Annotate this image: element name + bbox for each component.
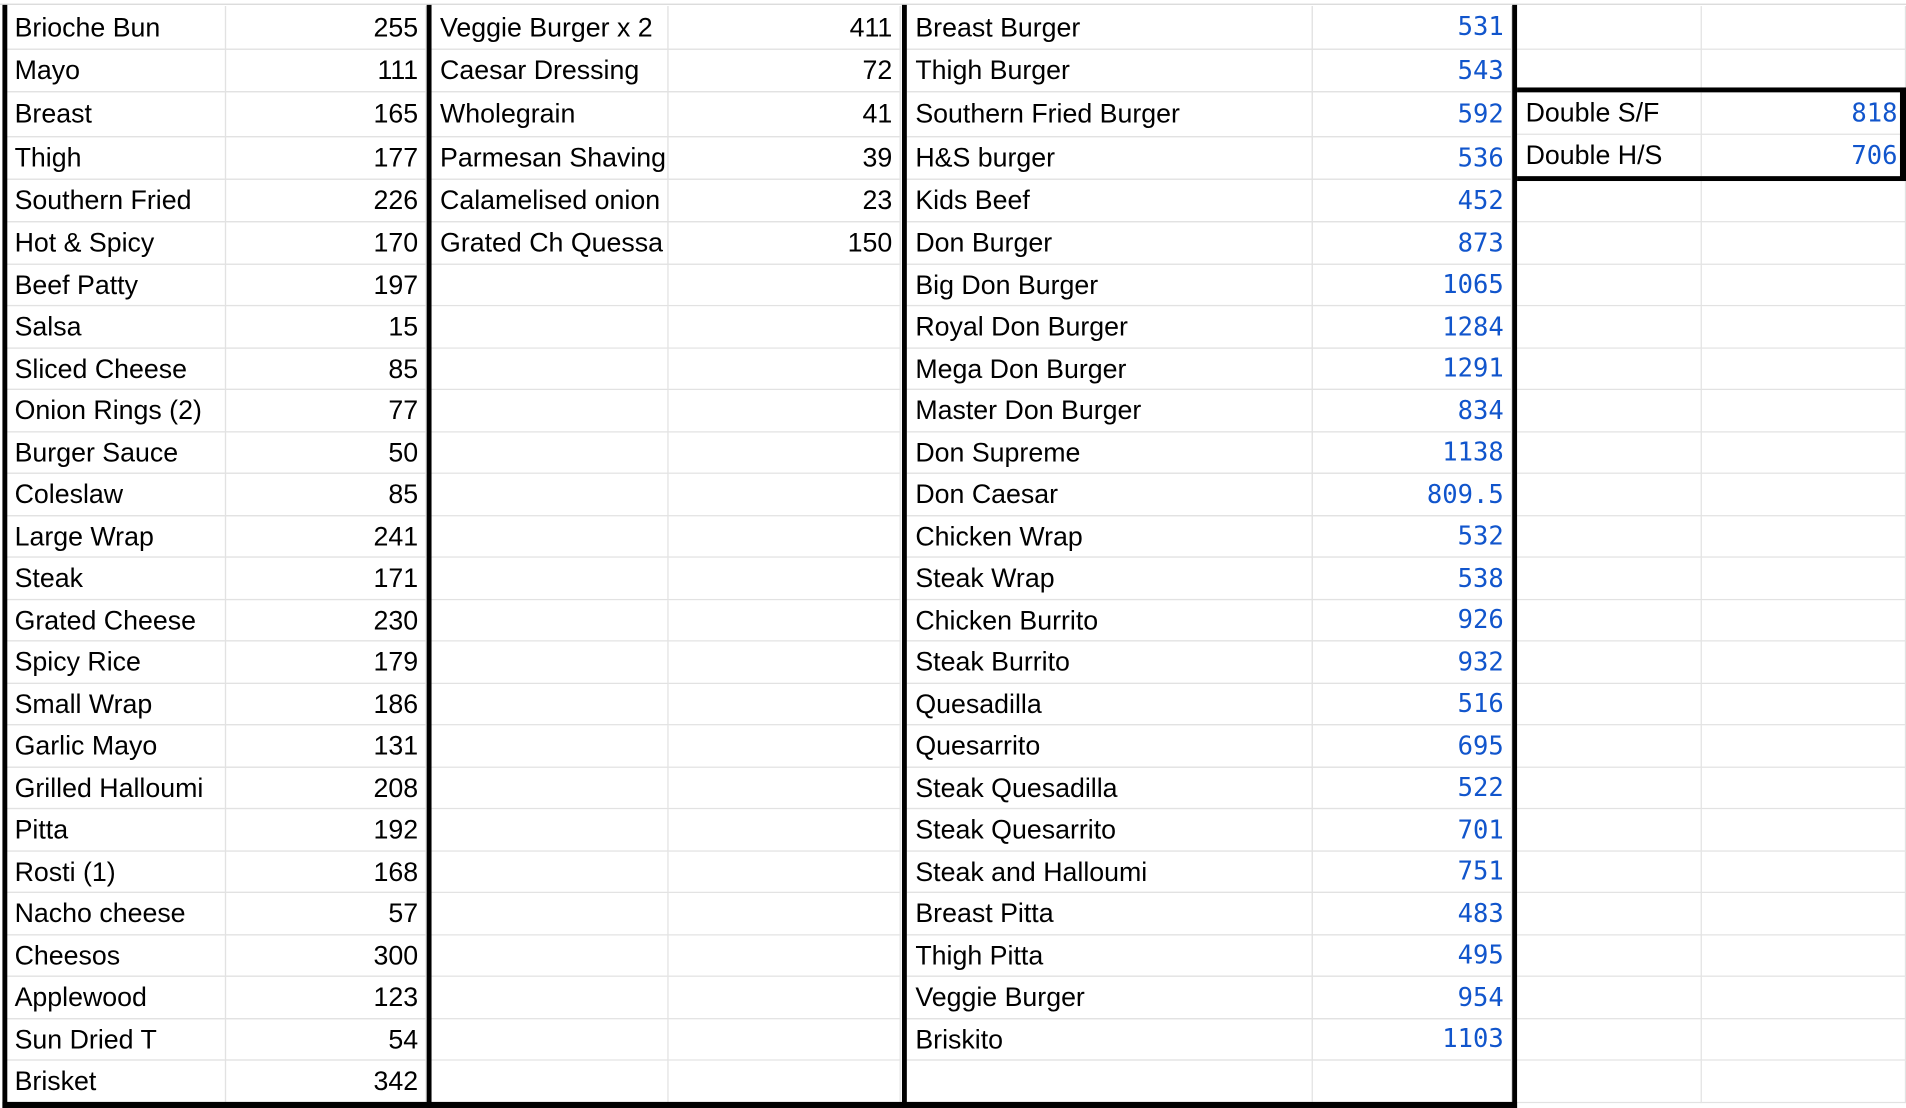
ingredient-name-cell[interactable]: Cheesos [6, 935, 226, 976]
sheet-cell[interactable] [1702, 1019, 1906, 1060]
product-name-cell[interactable]: Mega Don Burger [907, 349, 1313, 390]
sheet-cell[interactable] [669, 852, 901, 893]
product-name-cell[interactable]: Royal Don Burger [907, 306, 1313, 349]
product-name-cell[interactable]: Chicken Burrito [907, 600, 1313, 641]
product-name-cell[interactable]: Southern Fried Burger [907, 92, 1313, 137]
doubles-box-bottom [1517, 176, 1906, 181]
product-total-cell[interactable]: 516 [1313, 684, 1512, 725]
product-total-cell[interactable]: 926 [1313, 600, 1512, 641]
sheet-cell[interactable] [432, 1019, 669, 1060]
product-total-cell[interactable]: 483 [1313, 893, 1512, 936]
product-name-cell[interactable]: Thigh Pitta [907, 935, 1313, 976]
ingredient-value-cell[interactable]: 85 [226, 474, 427, 517]
ingredient-name-cell[interactable]: Thigh [6, 137, 226, 180]
ingredient-name-cell[interactable]: Spicy Rice [6, 641, 226, 684]
sheet-cell[interactable] [669, 977, 901, 1020]
border-divider [427, 5, 432, 1108]
ingredient-value-cell[interactable]: 41 [669, 92, 901, 137]
sheet-cell[interactable] [1517, 6, 1702, 50]
ingredient-value-cell[interactable]: 192 [226, 809, 427, 852]
sheet-cell[interactable] [432, 684, 669, 725]
border-divider [902, 5, 907, 1108]
header-grid-edge [0, 0, 1906, 5]
sheet-cell[interactable] [1702, 433, 1906, 474]
sheet-cell[interactable] [669, 935, 901, 976]
sheet-cell[interactable] [432, 768, 669, 809]
ingredient-value-cell[interactable]: 226 [226, 180, 427, 223]
ingredient-value-cell[interactable]: 170 [226, 222, 427, 265]
product-total-cell[interactable]: 1284 [1313, 306, 1512, 349]
sheet-cell[interactable] [669, 641, 901, 684]
sheet-cell[interactable] [1517, 684, 1702, 725]
ingredient-name-cell[interactable]: Breast [6, 92, 226, 137]
sheet-cell[interactable] [669, 306, 901, 349]
ingredient-value-cell[interactable]: 123 [226, 977, 427, 1020]
ingredient-name-cell[interactable]: Sun Dried T [6, 1019, 226, 1060]
ingredient-value-cell[interactable]: 255 [226, 6, 427, 50]
sheet-cell[interactable] [1517, 306, 1702, 349]
product-total-cell[interactable]: 452 [1313, 180, 1512, 223]
ingredient-name-cell[interactable]: Beef Patty [6, 265, 226, 306]
sheet-cell[interactable] [432, 349, 669, 390]
ingredient-value-cell[interactable]: 197 [226, 265, 427, 306]
sheet-cell[interactable] [1702, 852, 1906, 893]
double-total-cell[interactable]: 818 [1702, 92, 1906, 135]
sheet-cell[interactable] [1702, 222, 1906, 265]
sheet-cell[interactable] [1517, 935, 1702, 976]
sheet-cell[interactable] [1702, 474, 1906, 517]
product-total-cell[interactable]: 531 [1313, 6, 1512, 50]
sheet-cell[interactable] [1517, 390, 1702, 433]
ingredient-value-cell[interactable]: 39 [669, 137, 901, 180]
product-total-cell[interactable]: 834 [1313, 390, 1512, 433]
sheet-cell[interactable] [432, 433, 669, 474]
product-total-cell[interactable]: 1138 [1313, 433, 1512, 474]
sheet-cell[interactable] [1517, 349, 1702, 390]
product-total-cell[interactable]: 695 [1313, 725, 1512, 768]
ingredient-name-cell[interactable]: Grated Cheese [6, 600, 226, 641]
ingredient-name-cell[interactable]: Garlic Mayo [6, 725, 226, 768]
product-total-cell[interactable]: 495 [1313, 935, 1512, 976]
sheet-cell[interactable] [432, 474, 669, 517]
sheet-cell[interactable] [432, 641, 669, 684]
sheet-cell[interactable] [432, 306, 669, 349]
sheet-cell[interactable] [1702, 349, 1906, 390]
ingredient-value-cell[interactable]: 342 [226, 1061, 427, 1104]
sheet-cell[interactable] [1517, 50, 1702, 93]
sheet-cell[interactable] [1517, 725, 1702, 768]
sheet-cell[interactable] [432, 600, 669, 641]
ingredient-value-cell[interactable]: 150 [669, 222, 901, 265]
product-name-cell[interactable]: Master Don Burger [907, 390, 1313, 433]
ingredient-value-cell[interactable]: 241 [226, 516, 427, 557]
ingredient-name-cell[interactable]: Wholegrain [432, 92, 669, 137]
product-name-cell[interactable]: Breast Pitta [907, 893, 1313, 936]
sheet-cell[interactable] [669, 725, 901, 768]
sheet-cell[interactable] [669, 600, 901, 641]
sheet-cell[interactable] [1702, 50, 1906, 93]
sheet-cell[interactable] [669, 433, 901, 474]
sheet-cell[interactable] [1517, 809, 1702, 852]
sheet-cell[interactable] [432, 852, 669, 893]
product-name-cell[interactable]: H&S burger [907, 137, 1313, 180]
sheet-cell[interactable] [1517, 558, 1702, 601]
product-total-cell[interactable]: 932 [1313, 641, 1512, 684]
sheet-cell[interactable] [669, 558, 901, 601]
ingredient-name-cell[interactable]: Burger Sauce [6, 433, 226, 474]
sheet-cell[interactable] [1702, 809, 1906, 852]
sheet-cell[interactable] [1517, 768, 1702, 809]
sheet-cell[interactable] [1702, 265, 1906, 306]
product-name-cell[interactable]: Breast Burger [907, 6, 1313, 50]
ingredient-value-cell[interactable]: 177 [226, 137, 427, 180]
ingredient-value-cell[interactable]: 300 [226, 935, 427, 976]
sheet-cell[interactable] [1517, 222, 1702, 265]
product-total-cell[interactable]: 543 [1313, 50, 1512, 93]
ingredient-name-cell[interactable]: Veggie Burger x 2 [432, 6, 669, 50]
double-name-cell[interactable]: Double H/S [1517, 135, 1702, 178]
product-name-cell[interactable]: Thigh Burger [907, 50, 1313, 93]
product-name-cell[interactable]: Steak Quesarrito [907, 809, 1313, 852]
sheet-cell[interactable] [669, 768, 901, 809]
sheet-cell[interactable] [1702, 935, 1906, 976]
ingredient-name-cell[interactable]: Onion Rings (2) [6, 390, 226, 433]
double-name-cell[interactable]: Double S/F [1517, 92, 1702, 135]
ingredient-value-cell[interactable]: 230 [226, 600, 427, 641]
product-total-cell[interactable]: 751 [1313, 852, 1512, 893]
ingredient-value-cell[interactable]: 131 [226, 725, 427, 768]
product-name-cell[interactable]: Steak Quesadilla [907, 768, 1313, 809]
sheet-cell[interactable] [1702, 306, 1906, 349]
sheet-cell[interactable] [669, 516, 901, 557]
ingredient-name-cell[interactable]: Grated Ch Quessa [432, 222, 669, 265]
product-name-cell[interactable]: Steak Burrito [907, 641, 1313, 684]
ingredient-value-cell[interactable]: 15 [226, 306, 427, 349]
ingredient-name-cell[interactable]: Rosti (1) [6, 852, 226, 893]
product-total-cell[interactable]: 538 [1313, 558, 1512, 601]
sheet-cell[interactable] [1702, 893, 1906, 936]
border-right [1512, 5, 1517, 1108]
sheet-cell[interactable] [1517, 600, 1702, 641]
sheet-cell[interactable] [432, 935, 669, 976]
product-total-cell[interactable]: 1103 [1313, 1019, 1512, 1060]
product-name-cell[interactable]: Steak and Halloumi [907, 852, 1313, 893]
sheet-cell[interactable] [432, 390, 669, 433]
ingredient-value-cell[interactable]: 208 [226, 768, 427, 809]
ingredient-name-cell[interactable]: Parmesan Shaving [432, 137, 669, 180]
ingredient-name-cell[interactable]: Nacho cheese [6, 893, 226, 936]
sheet-cell[interactable] [669, 474, 901, 517]
border-left [2, 5, 7, 1108]
sheet-cell[interactable] [1517, 977, 1702, 1020]
product-total-cell[interactable]: 701 [1313, 809, 1512, 852]
sheet-cell[interactable] [669, 349, 901, 390]
sheet-cell[interactable] [1517, 180, 1702, 223]
sheet-cell[interactable] [1517, 474, 1702, 517]
sheet-cell[interactable] [669, 809, 901, 852]
sheet-cell[interactable] [1702, 1061, 1906, 1104]
product-name-cell[interactable]: Don Supreme [907, 433, 1313, 474]
product-name-cell[interactable]: Chicken Wrap [907, 516, 1313, 557]
sheet-cell[interactable] [1702, 600, 1906, 641]
sheet-cell[interactable] [1702, 768, 1906, 809]
sheet-cell[interactable] [1702, 725, 1906, 768]
sheet-cell[interactable] [669, 684, 901, 725]
sheet-cell[interactable] [432, 516, 669, 557]
double-total-cell[interactable]: 706 [1702, 135, 1906, 178]
product-name-cell[interactable]: Don Burger [907, 222, 1313, 265]
product-name-cell[interactable]: Kids Beef [907, 180, 1313, 223]
sheet-cell[interactable] [432, 893, 669, 936]
sheet-cell[interactable] [669, 893, 901, 936]
sheet-cell[interactable] [1517, 516, 1702, 557]
doubles-box-right [1900, 87, 1906, 181]
doubles-box-top [1517, 87, 1906, 92]
product-name-cell[interactable]: Big Don Burger [907, 265, 1313, 306]
sheet-cell[interactable] [1517, 641, 1702, 684]
product-total-cell[interactable]: 592 [1313, 92, 1512, 137]
product-name-cell[interactable]: Quesarrito [907, 725, 1313, 768]
ingredient-name-cell[interactable]: Brisket [6, 1061, 226, 1104]
ingredient-value-cell[interactable]: 168 [226, 852, 427, 893]
sheet-cell[interactable] [432, 725, 669, 768]
sheet-cell[interactable] [432, 558, 669, 601]
ingredient-name-cell[interactable]: Grilled Halloumi [6, 768, 226, 809]
sheet-cell[interactable] [669, 1019, 901, 1060]
ingredient-value-cell[interactable]: 54 [226, 1019, 427, 1060]
sheet-cell[interactable] [1702, 6, 1906, 50]
sheet-cell[interactable] [1702, 684, 1906, 725]
border-bottom [2, 1102, 1517, 1108]
product-total-cell[interactable]: 532 [1313, 516, 1512, 557]
product-name-cell[interactable]: Quesadilla [907, 684, 1313, 725]
sheet-cell[interactable] [1702, 977, 1906, 1020]
product-name-cell[interactable]: Steak Wrap [907, 558, 1313, 601]
sheet-cell[interactable] [1517, 1019, 1702, 1060]
sheet-cell[interactable] [907, 1061, 1313, 1104]
product-total-cell[interactable]: 809.5 [1313, 474, 1512, 517]
product-total-cell[interactable]: 873 [1313, 222, 1512, 265]
ingredient-value-cell[interactable]: 411 [669, 6, 901, 50]
ingredient-name-cell[interactable]: Sliced Cheese [6, 349, 226, 390]
sheet-cell[interactable] [1702, 390, 1906, 433]
sheet-cell[interactable] [1517, 265, 1702, 306]
ingredient-name-cell[interactable]: Calamelised onion [432, 180, 669, 223]
sheet-cell[interactable] [1702, 180, 1906, 223]
ingredient-name-cell[interactable]: Coleslaw [6, 474, 226, 517]
ingredient-name-cell[interactable]: Pitta [6, 809, 226, 852]
ingredient-name-cell[interactable]: Hot & Spicy [6, 222, 226, 265]
ingredient-name-cell[interactable]: Salsa [6, 306, 226, 349]
product-name-cell[interactable]: Veggie Burger [907, 977, 1313, 1020]
product-name-cell[interactable]: Don Caesar [907, 474, 1313, 517]
sheet-cell[interactable] [1702, 516, 1906, 557]
sheet-cell[interactable] [669, 265, 901, 306]
ingredient-value-cell[interactable]: 23 [669, 180, 901, 223]
ingredient-value-cell[interactable]: 171 [226, 558, 427, 601]
ingredient-value-cell[interactable]: 111 [226, 50, 427, 93]
ingredient-value-cell[interactable]: 186 [226, 684, 427, 725]
sheet-cell[interactable] [1517, 852, 1702, 893]
sheet-cell[interactable] [1517, 893, 1702, 936]
ingredient-name-cell[interactable]: Applewood [6, 977, 226, 1020]
product-name-cell[interactable]: Briskito [907, 1019, 1313, 1060]
ingredient-name-cell[interactable]: Brioche Bun [6, 6, 226, 50]
ingredient-value-cell[interactable]: 57 [226, 893, 427, 936]
sheet-cell[interactable] [432, 1061, 669, 1104]
sheet-cell[interactable] [1313, 1061, 1512, 1104]
ingredient-value-cell[interactable]: 50 [226, 433, 427, 474]
product-total-cell[interactable]: 536 [1313, 137, 1512, 180]
ingredient-name-cell[interactable]: Southern Fried [6, 180, 226, 223]
ingredient-value-cell[interactable]: 179 [226, 641, 427, 684]
ingredient-name-cell[interactable]: Caesar Dressing [432, 50, 669, 93]
ingredient-name-cell[interactable]: Steak [6, 558, 226, 601]
sheet-cell[interactable] [432, 809, 669, 852]
product-total-cell[interactable]: 1065 [1313, 265, 1512, 306]
product-total-cell[interactable]: 954 [1313, 977, 1512, 1020]
ingredient-name-cell[interactable]: Small Wrap [6, 684, 226, 725]
ingredient-name-cell[interactable]: Large Wrap [6, 516, 226, 557]
product-total-cell[interactable]: 1291 [1313, 349, 1512, 390]
sheet-cell[interactable] [669, 1061, 901, 1104]
product-total-cell[interactable]: 522 [1313, 768, 1512, 809]
sheet-cell[interactable] [1517, 433, 1702, 474]
sheet-cell[interactable] [1702, 641, 1906, 684]
ingredient-name-cell[interactable]: Mayo [6, 50, 226, 93]
ingredient-value-cell[interactable]: 72 [669, 50, 901, 93]
sheet-cell[interactable] [1702, 558, 1906, 601]
ingredient-value-cell[interactable]: 77 [226, 390, 427, 433]
sheet-cell[interactable] [432, 977, 669, 1020]
sheet-cell[interactable] [1517, 1061, 1702, 1104]
ingredient-value-cell[interactable]: 165 [226, 92, 427, 137]
ingredient-value-cell[interactable]: 85 [226, 349, 427, 390]
sheet-cell[interactable] [432, 265, 669, 306]
sheet-cell[interactable] [669, 390, 901, 433]
